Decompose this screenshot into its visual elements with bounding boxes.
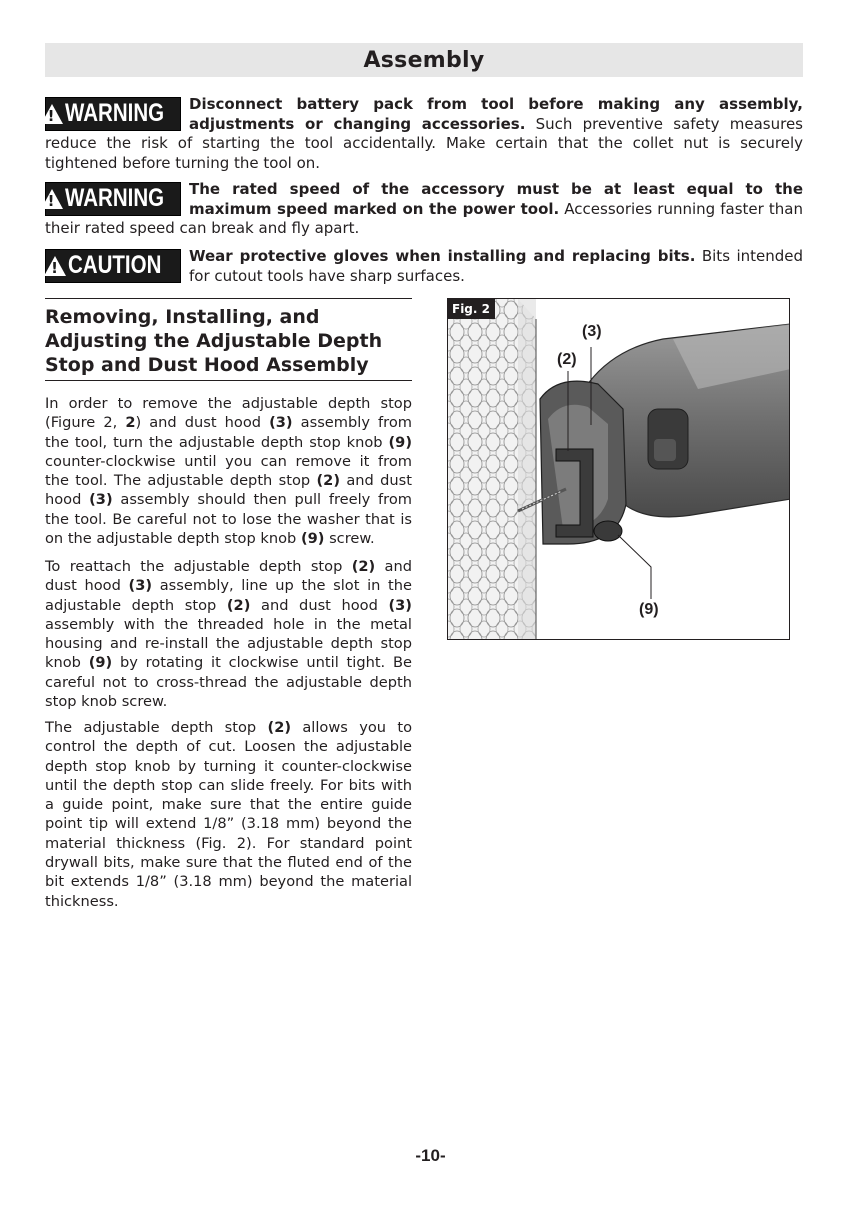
warning-bold-text: The rated speed of the accessory must be at least equal to the maximum speed marked on the power tool. bbox=[189, 180, 803, 218]
section-top-rule bbox=[45, 298, 412, 299]
section-bottom-rule bbox=[45, 380, 412, 381]
section-title: Removing, Installing, and Adjusting the Adjustable Depth Stop and Dust Hood Assembly bbox=[45, 306, 383, 376]
page-title: Assembly bbox=[363, 47, 485, 73]
paragraph-adjust: The adjustable depth stop (2) allows you to control the depth of cut. Loosen the adjustable depth stop knob by turning it counter-clockwise until the depth stop can slide freely. For bits with a guide point, make sure that the entire guide point tip will extend 1/8” (3.18 mm) beyond the material thickness (Fig. 2). For standard point drywall bits, make sure that the fluted end of the bit extends 1/8” (3.18 mm) beyond the material thickness. bbox=[45, 719, 412, 910]
page-number: -10- bbox=[415, 1146, 446, 1165]
warning-body-text: Accessories running faster than their rated speed can break and fly apart. bbox=[45, 199, 803, 237]
section-header-bar bbox=[45, 43, 803, 77]
callout-9: (9) bbox=[639, 601, 659, 618]
warning-sign: ! WARNING bbox=[45, 182, 181, 216]
warning-block-2 bbox=[45, 180, 803, 239]
warning-body-text: Such preventive safety measures reduce the risk of starting the tool accidentally. Make certain that the collet nut is securely tightened before turning the tool on. bbox=[45, 114, 803, 172]
callout-line-9 bbox=[618, 535, 651, 599]
warning-triangle-icon bbox=[41, 189, 63, 209]
paragraph-remove: In order to remove the adjustable depth stop (Figure 2, 2) and dust hood (3) assembly from the tool, turn the adjustable depth stop knob (9) counter-clockwise until you can remove it from the tool. The adjustable depth stop (2) and dust hood (3) assembly should then pull freely from the tool. Be careful not to lose the washer that is on the adjustable depth stop knob (9) screw. bbox=[45, 395, 412, 548]
warning-block-1 bbox=[45, 95, 803, 173]
caution-bold-text: Wear protective gloves when installing and replacing bits. bbox=[189, 247, 696, 265]
caution-sign: ! CAUTION bbox=[45, 249, 181, 283]
caution-triangle-icon bbox=[44, 256, 66, 276]
tool-illustration bbox=[448, 299, 790, 640]
callout-2: (2) bbox=[557, 351, 577, 368]
figure-label: Fig. 2 bbox=[448, 299, 495, 319]
figure-2 bbox=[447, 298, 790, 640]
callout-3: (3) bbox=[582, 323, 602, 340]
warning-bold-text: Disconnect battery pack from tool before making any assembly, adjustments or changing accessories. bbox=[189, 95, 803, 133]
caution-block bbox=[45, 247, 803, 286]
warning-triangle-icon bbox=[41, 104, 63, 124]
paragraph-reattach: To reattach the adjustable depth stop (2) and dust hood (3) assembly, line up the slot in the adjustable depth stop (2) and dust hood (3) assembly with the threaded hole in the metal housing and re-install the adjustable depth stop knob (9) by rotating it clockwise until tight. Be careful not to cross-thread the adjustable depth stop knob screw. bbox=[45, 558, 412, 711]
warning-sign: ! WARNING bbox=[45, 97, 181, 131]
caution-body-text: Bits intended for cutout tools have sharp surfaces. bbox=[189, 247, 804, 285]
